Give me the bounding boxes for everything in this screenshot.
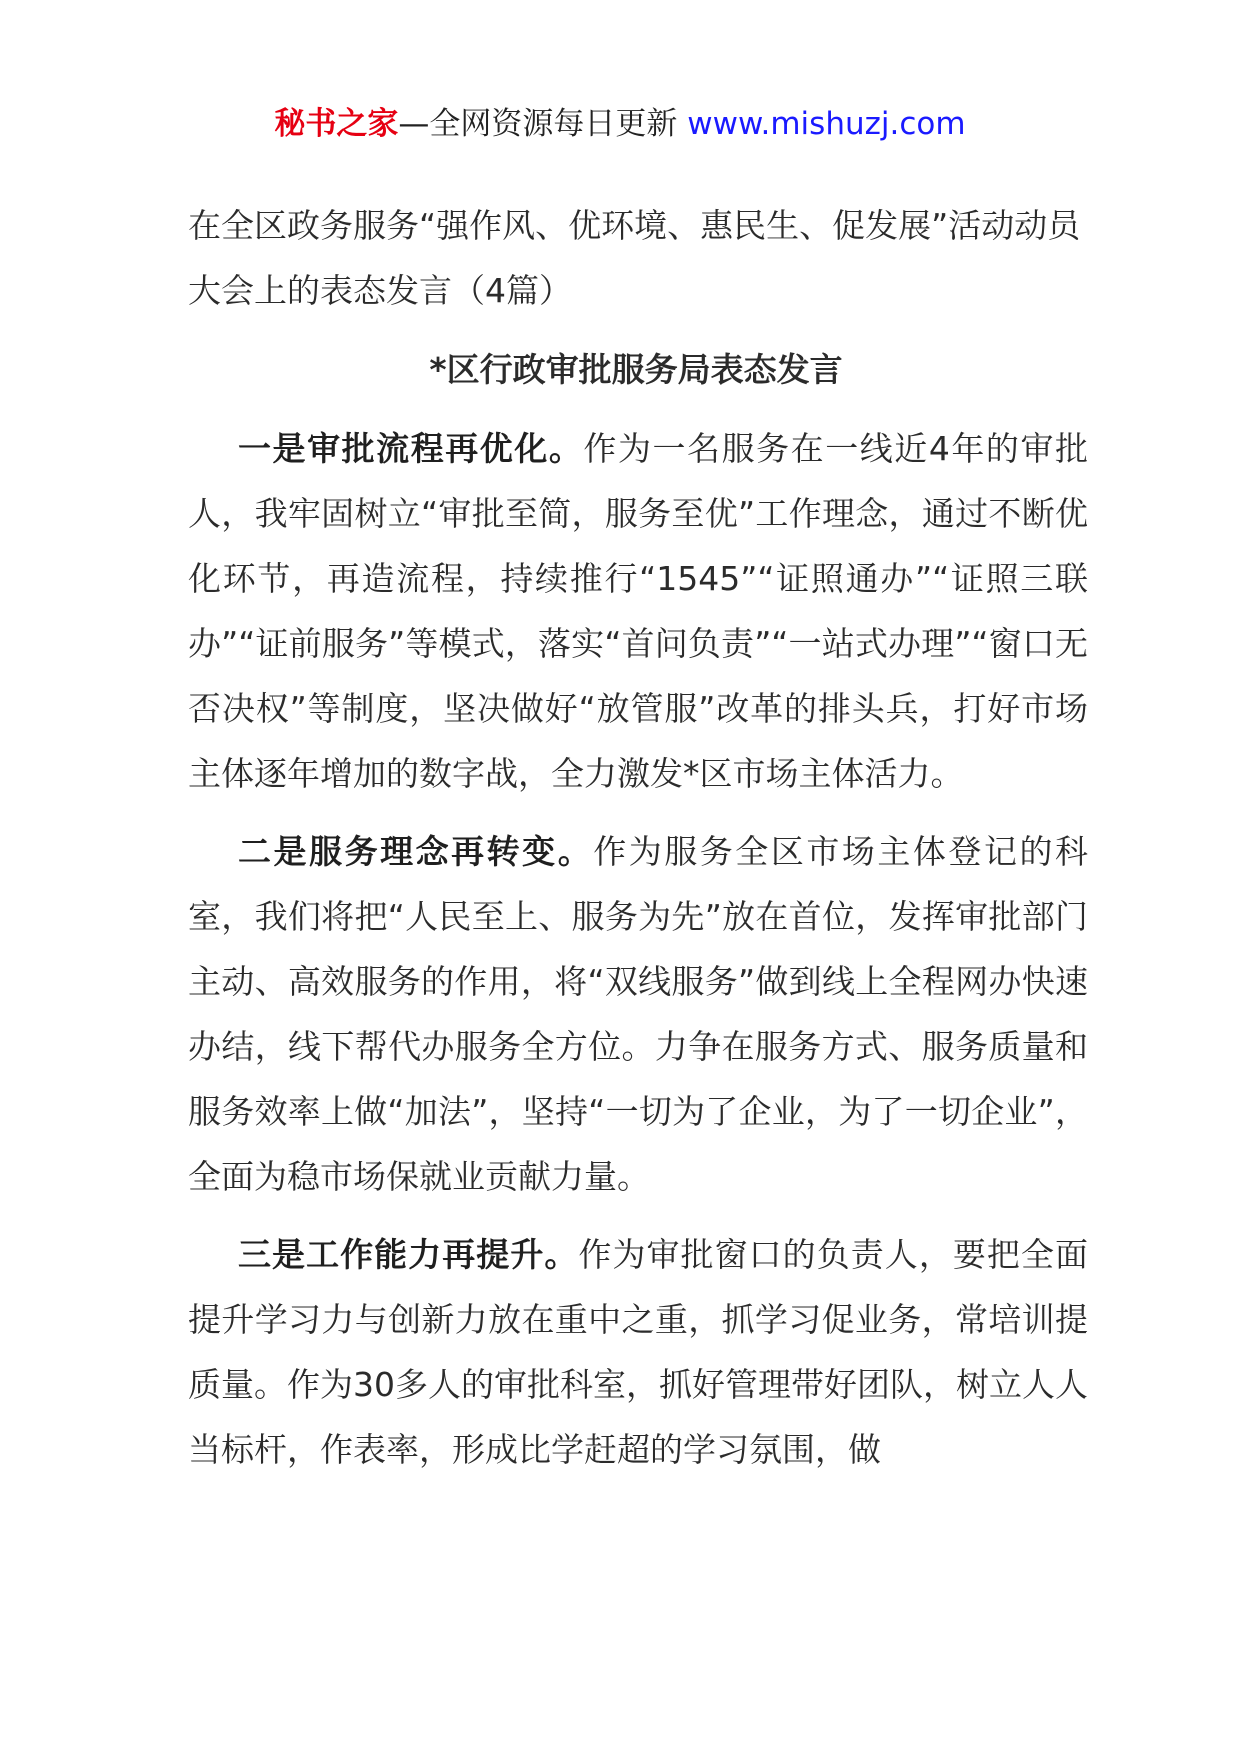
document-subtitle: *区行政审批服务局表态发言 <box>429 350 843 389</box>
paragraph-2-body: 作为服务全区市场主体登记的科室，我们将把“人民至上、服务为先”放在首位，发挥审批部门主动、高效服务的作用，将“双线服务”做到线上全程网办快速办结，线下帮代办服务全方位。力争在服务方式、服务质量和服务效率上做“加法”，坚持“一切为了企业，为了一切企业”，全面为稳市场保就业贡献力量。 <box>188 832 1089 1196</box>
paragraph-1-body: 作为一名服务在一线近4年的审批人，我牢固树立“审批至简，服务至优”工作理念，通过不断优化环节，再造流程，持续推行“1545”“证照通办”“证照三联办”“证前服务”等模式，落实“首问负责”“一站式办理”“窗口无否决权”等制度，坚决做好“放管服”改革的排头兵，打好市场主体逐年增加的数字战，全力激发*区市场主体活力。 <box>188 429 1089 793</box>
paragraph-1 <box>188 416 1088 806</box>
site-url-link[interactable]: www.mishuzj.com <box>687 106 966 142</box>
paragraph-1-lead: 一是审批流程再优化。 <box>238 429 584 468</box>
paragraph-3-body: 作为审批窗口的负责人，要把全面提升学习力与创新力放在重中之重，抓学习促业务，常培训提质量。作为30多人的审批科室，抓好管理带好团队，树立人人当标杆，作表率，形成比学赶超的学习氛围，做 <box>188 1235 1089 1469</box>
document-title: 在全区政务服务“强作风、优环境、惠民生、促发展”活动动员大会上的表态发言（4篇） <box>188 206 1081 310</box>
paragraph-3-lead: 三是工作能力再提升。 <box>238 1235 579 1274</box>
site-header <box>0 100 1240 148</box>
document-body <box>188 193 1088 1482</box>
paragraph-2-lead: 二是服务理念再转变。 <box>238 832 594 871</box>
brand-name: 秘书之家 <box>274 106 399 142</box>
paragraph-3 <box>188 1222 1088 1482</box>
header-tagline: —全网资源每日更新 <box>398 106 688 142</box>
paragraph-2 <box>188 819 1088 1209</box>
